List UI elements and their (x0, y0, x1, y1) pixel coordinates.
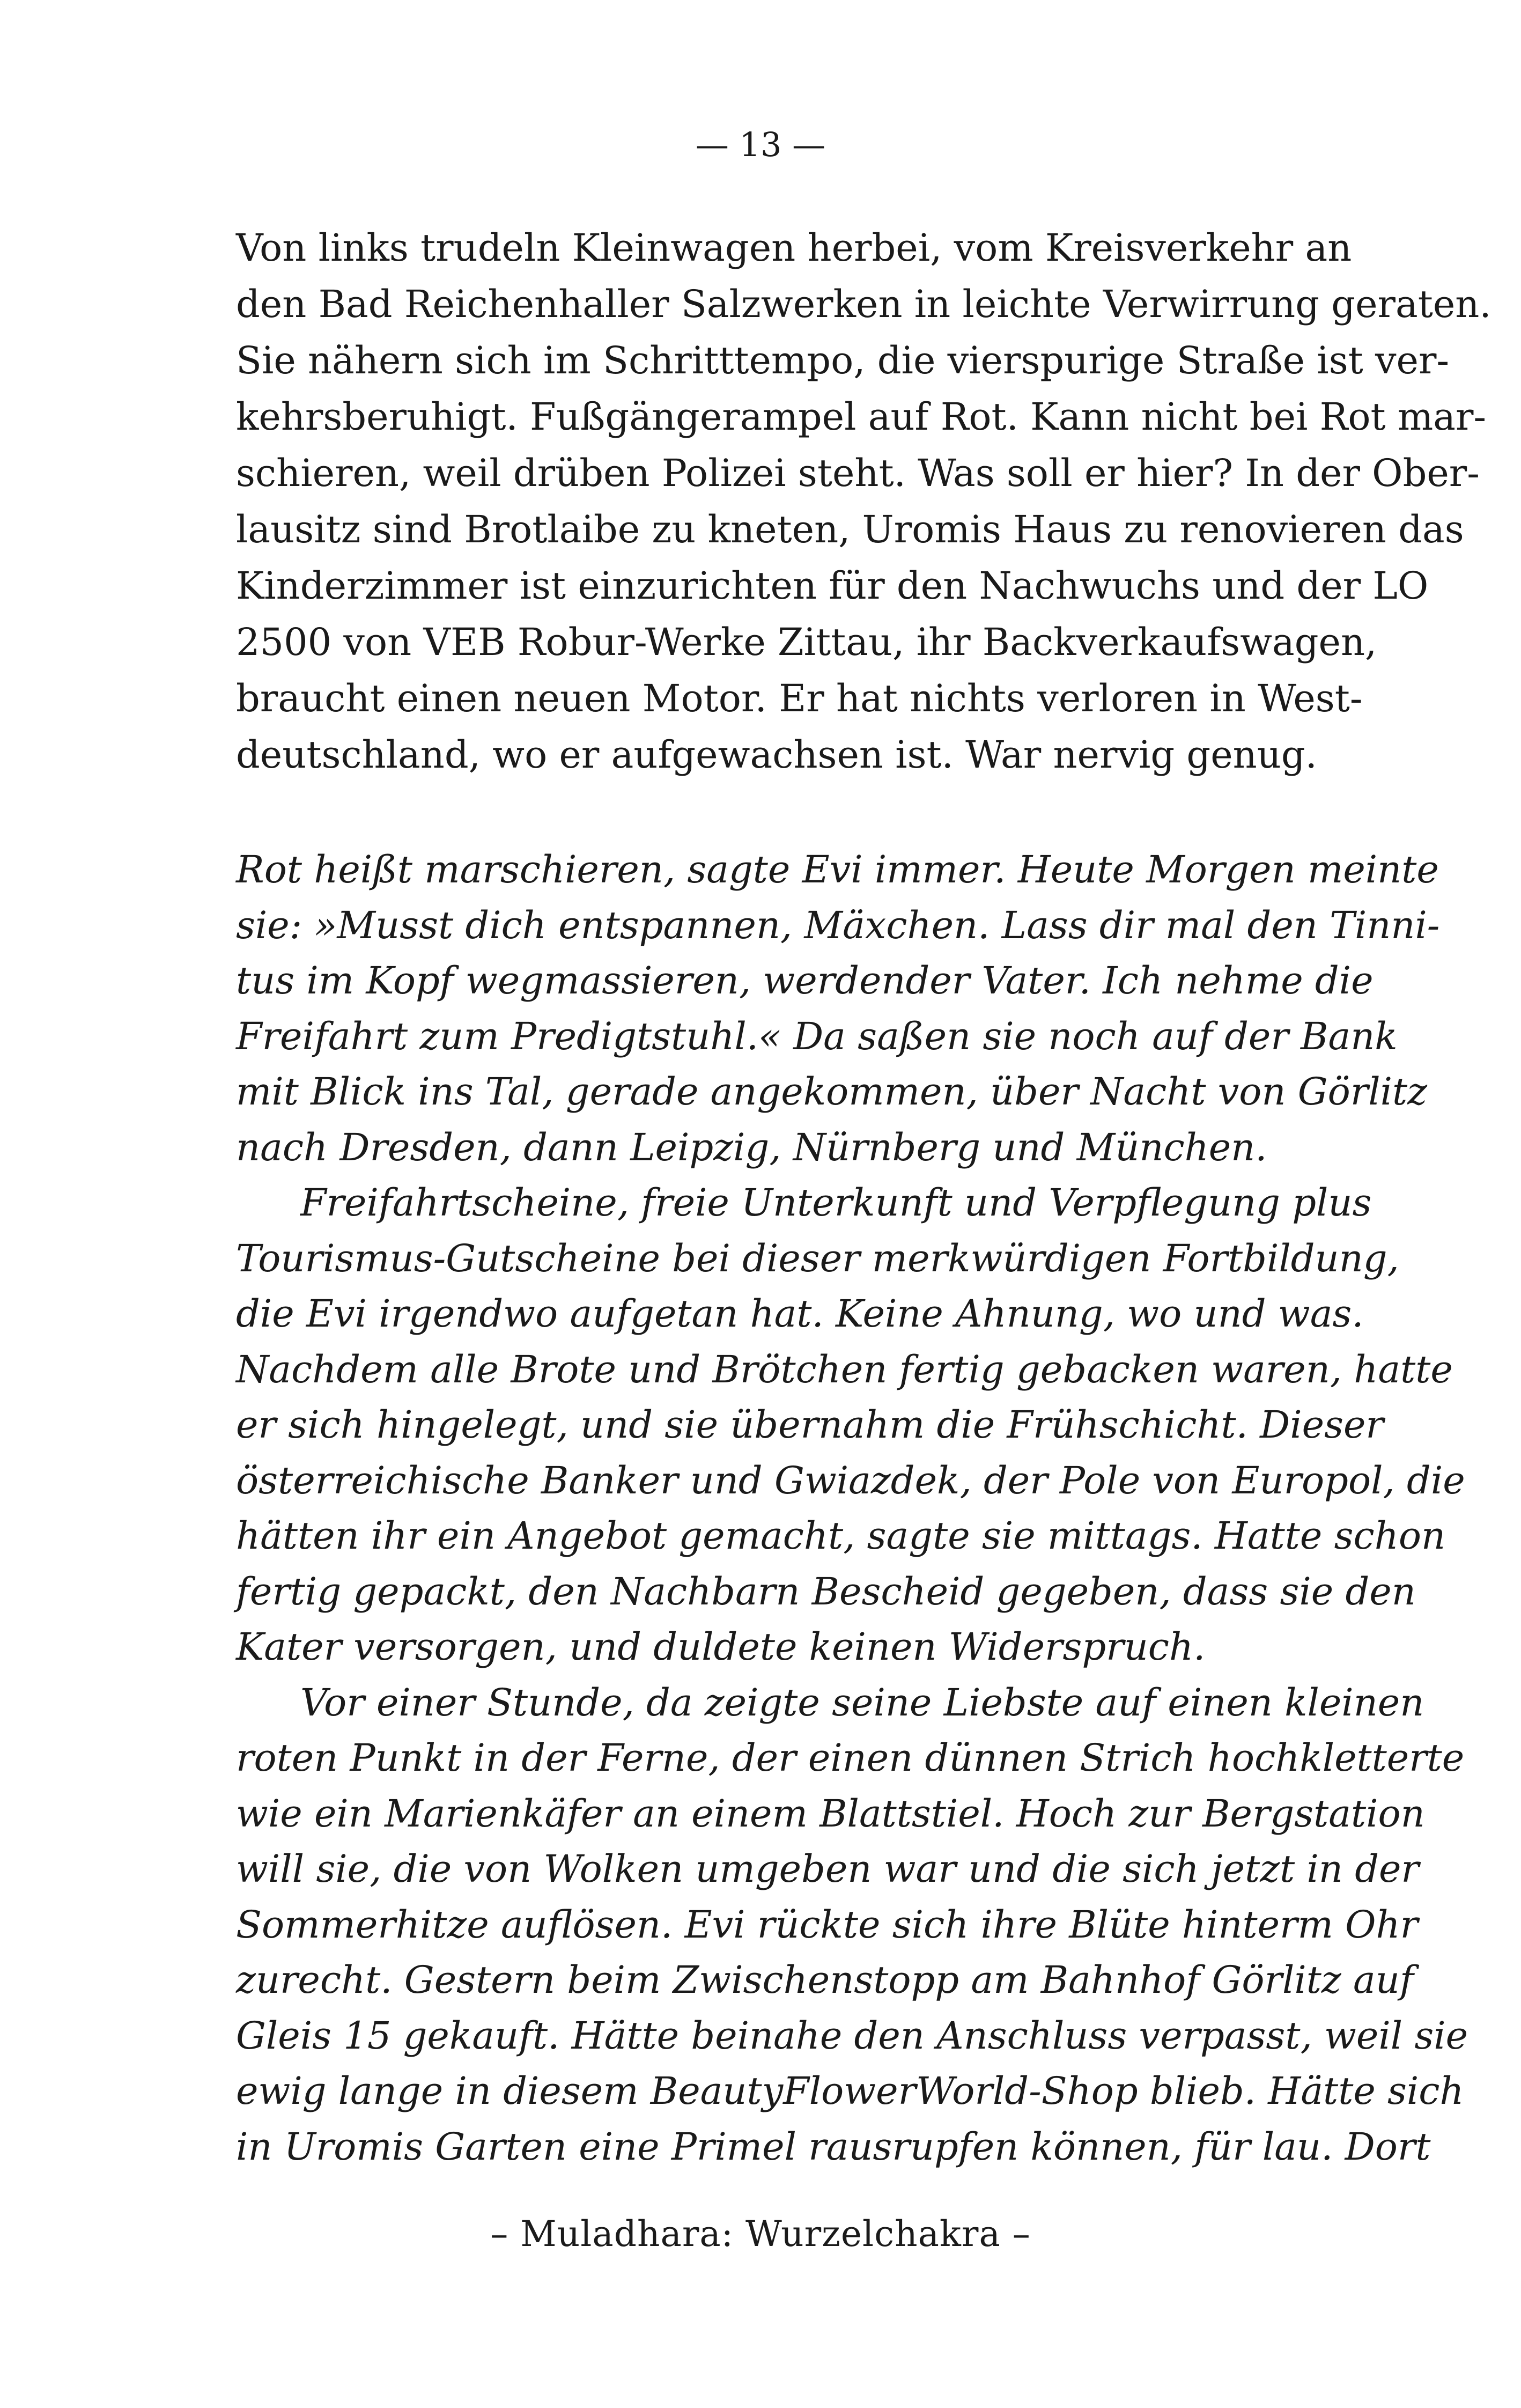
text-line: Freifahrt zum Predigtstuhl.« Da saßen sie noch auf der Bank (236, 1014, 1398, 1058)
text-line: Gleis 15 gekauft. Hätte beinahe den Anschluss verpasst, weil sie (236, 2013, 1468, 2058)
text-line: ewig lange in diesem BeautyFlowerWorld-Shop blieb. Hätte sich (236, 2069, 1464, 2113)
text-line: roten Punkt in der Ferne, der einen dünnen Strich hochkletterte (236, 1736, 1465, 1780)
text-line: Kinderzimmer ist einzurichten für den Nachwuchs und der LO (236, 564, 1429, 608)
text-line: Rot heißt marschieren, sagte Evi immer. Heute Morgen meinte (236, 848, 1439, 892)
text-line: in Uromis Garten eine Primel rausrupfen können, für lau. Dort (236, 2124, 1431, 2169)
text-line: österreichische Banker und Gwiazdek, der Pole von Europol, die (236, 1458, 1465, 1503)
text-line: lausitz sind Brotlaibe zu kneten, Uromis Haus zu renovieren das (236, 507, 1464, 551)
text-line: wie ein Marienkäfer an einem Blattstiel. Hoch zur Bergstation (236, 1791, 1425, 1836)
text-line: Vor einer Stunde, da zeigte seine Liebste auf einen kleinen (300, 1680, 1424, 1725)
text-line: den Bad Reichenhaller Salzwerken in leichte Verwirrung geraten. (236, 282, 1492, 326)
text-line: nach Dresden, dann Leipzig, Nürnberg und München. (236, 1125, 1267, 1169)
text-line: Kater versorgen, und duldete keinen Widerspruch. (236, 1625, 1206, 1669)
text-line: Sommerhitze auflösen. Evi rückte sich ihre Blüte hinterm Ohr (236, 1902, 1419, 1947)
text-line: Tourismus-Gutscheine bei dieser merkwürdigen Fortbildung, (236, 1236, 1399, 1280)
text-line: schieren, weil drüben Polizei steht. Was soll er hier? In der Ober- (236, 451, 1480, 495)
text-line: Nachdem alle Brote und Brötchen fertig gebacken waren, hatte (236, 1347, 1453, 1391)
text-line: 2500 von VEB Robur-Werke Zittau, ihr Backverkaufswagen, (236, 620, 1377, 664)
text-line: er sich hingelegt, und sie übernahm die Frühschicht. Dieser (236, 1403, 1384, 1447)
opening-paragraph (236, 220, 1492, 783)
italic-paragraph-3 (236, 1675, 1468, 2175)
text-line: tus im Kopf wegmassieren, werdender Vater. Ich nehme die (236, 959, 1374, 1003)
text-line: kehrsberuhigt. Fußgängerampel auf Rot. Kann nicht bei Rot mar- (236, 395, 1487, 439)
text-line: zurecht. Gestern beim Zwischenstopp am Bahnhof Görlitz auf (236, 1958, 1414, 2002)
text-line: deutschland, wo er aufgewachsen ist. War nervig genug. (236, 733, 1317, 777)
italic-paragraph-1 (236, 842, 1440, 1175)
italic-paragraph-2 (236, 1175, 1465, 1675)
text-line: hätten ihr ein Angebot gemacht, sagte sie mittags. Hatte schon (236, 1514, 1446, 1558)
text-line: mit Blick ins Tal, gerade angekommen, über Nacht von Görlitz (236, 1070, 1428, 1114)
text-line: will sie, die von Wolken umgeben war und die sich jetzt in der (236, 1847, 1419, 1891)
text-line: braucht einen neuen Motor. Er hat nichts verloren in West- (236, 676, 1363, 720)
running-footer: – Muladhara: Wurzelchakra – (490, 2213, 1031, 2255)
text-line: Freifahrtscheine, freie Unterkunft und Verpflegung plus (300, 1181, 1372, 1225)
text-line: fertig gepackt, den Nachbarn Bescheid gegeben, dass sie den (236, 1569, 1416, 1614)
italic-section (236, 842, 1468, 2175)
text-line: Sie nähern sich im Schritttempo, die vierspurige Straße ist ver- (236, 338, 1450, 382)
text-line: Von links trudeln Kleinwagen herbei, vom Kreisverkehr an (236, 226, 1352, 270)
text-line: sie: »Musst dich entspannen, Mäxchen. Lass dir mal den Tinni- (236, 903, 1440, 947)
page-number: — 13 — (695, 125, 826, 164)
text-line: die Evi irgendwo aufgetan hat. Keine Ahnung, wo und was. (236, 1292, 1364, 1336)
